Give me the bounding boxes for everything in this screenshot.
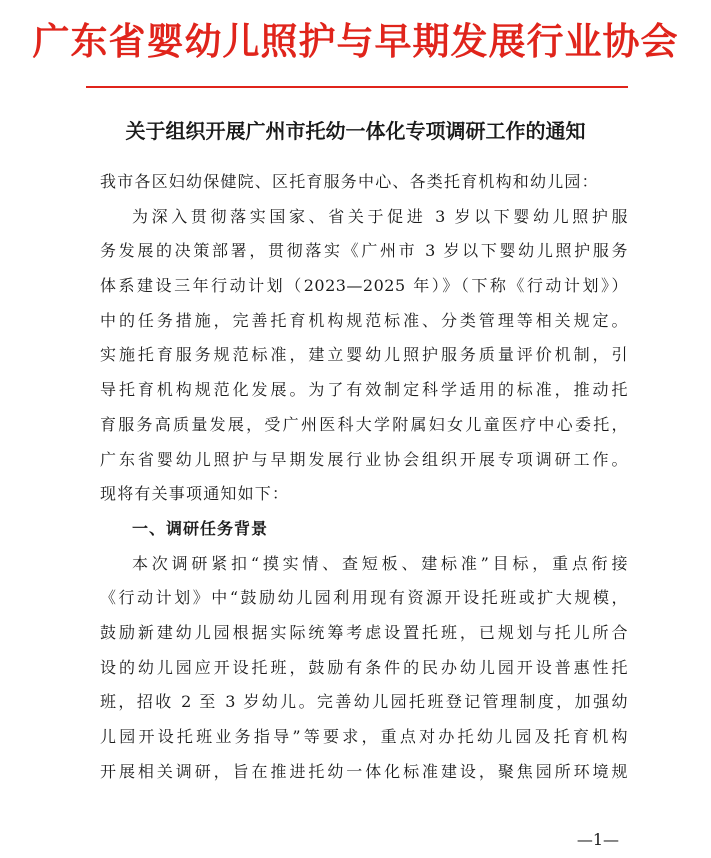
notice-body bbox=[100, 165, 628, 789]
paragraph-line: 务发展的决策部署，贯彻落实《广州市 3 岁以下婴幼儿照护服务 bbox=[100, 241, 628, 261]
paragraph-line: 设的幼儿园应开设托班，鼓励有条件的民办幼儿园开设普惠性托 bbox=[100, 657, 628, 677]
section-heading: 一、调研任务背景 bbox=[132, 518, 269, 538]
page-number: —1— bbox=[576, 830, 619, 849]
paragraph-line: 班，招收 2 至 3 岁幼儿。完善幼儿园托班登记管理制度，加强幼 bbox=[100, 692, 628, 712]
notice-title: 关于组织开展广州市托幼一体化专项调研工作的通知 bbox=[125, 119, 586, 143]
org-letterhead-title: 广东省婴幼儿照护与早期发展行业协会 bbox=[32, 20, 679, 63]
paragraph-line: 开展相关调研，旨在推进托幼一体化标准建设，聚焦园所环境规 bbox=[100, 761, 628, 781]
paragraph-line: 本次调研紧扣“摸实情、查短板、建标准”目标，重点衔接 bbox=[132, 553, 628, 573]
salutation-line: 我市各区妇幼保健院、区托育服务中心、各类托育机构和幼儿园： bbox=[100, 172, 599, 191]
paragraph-line: 为深入贯彻落实国家、省关于促进 3 岁以下婴幼儿照护服 bbox=[132, 206, 628, 226]
letterhead-red-rule bbox=[86, 86, 628, 88]
paragraph-line: 《行动计划》中“鼓励幼儿园利用现有资源开设托班或扩大规模， bbox=[100, 588, 628, 608]
paragraph-line: 儿园开设托班业务指导”等要求，重点对办托幼儿园及托育机构 bbox=[100, 727, 628, 746]
paragraph-line: 体系建设三年行动计划（2023—2025 年）》（下称《行动计划》） bbox=[100, 276, 628, 296]
paragraph-line: 实施托育服务规范标准，建立婴幼儿照护服务质量评价机制，引 bbox=[100, 345, 628, 365]
paragraph-line: 现将有关事项通知如下： bbox=[100, 484, 290, 504]
paragraph-line: 导托育机构规范化发展。为了有效制定科学适用的标准，推动托 bbox=[100, 380, 628, 400]
paragraph-line: 中的任务措施，完善托育机构规范标准、分类管理等相关规定。 bbox=[100, 310, 628, 330]
paragraph-line: 鼓励新建幼儿园根据实际统筹考虑设置托班，已规划与托儿所合 bbox=[100, 622, 628, 642]
paragraph-line: 广东省婴幼儿照护与早期发展行业协会组织开展专项调研工作。 bbox=[100, 449, 628, 469]
paragraph-line: 育服务高质量发展，受广州医科大学附属妇女儿童医疗中心委托， bbox=[100, 414, 628, 434]
